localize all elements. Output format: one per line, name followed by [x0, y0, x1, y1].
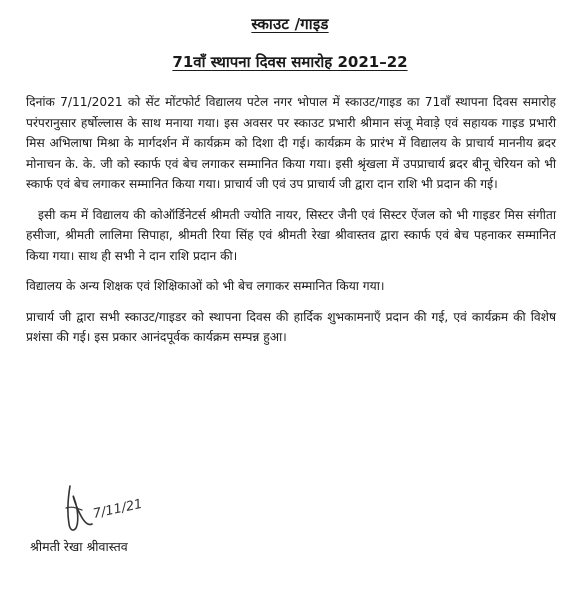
document-subtitle-text: 71वाँ स्थापना दिवस समारोह 2021–22: [172, 53, 408, 71]
handwritten-signature: [56, 478, 166, 538]
signature-date: 7/11/21: [91, 496, 144, 522]
document-title: [0, 14, 580, 34]
signer-name: श्रीमती रेखा श्रीवास्तव: [30, 539, 128, 554]
document-title-text: स्काउट /गाइड: [251, 15, 329, 33]
paragraph-1: दिनांक 7/11/2021 को सेंट मोंटफोर्ट विद्यालय पटेल नगर भोपाल में स्काउट/गाइड का 71वाँ स्थापना दिवस समारोह परंपरानुसार हर्षोल्लास के साथ मनाया गया। इस अवसर पर स्काउट प्रभारी श्रीमान संजू मेवाड़े एवं सहायक गाइड प्रभारी मिस अभिलाषा मिश्रा के मार्गदर्शन में कार्यक्रम को दिशा दी गई। कार्यक्रम के प्रारंभ में विद्यालय के प्राचार्य माननीय ब्रदर मोनाचन के. के. जी को स्कार्फ एवं बेच लगाकर सम्मानित किया गया। इसी श्रृंखला में उपप्राचार्य ब्रदर बीनू चेरियन को भी स्कार्फ एवं बेच लगाकर सम्मानित किया गया। प्राचार्य जी एवं उप प्राचार्य जी द्वारा दान राशि भी प्रदान की गई।: [26, 95, 556, 191]
document-subtitle: [0, 52, 580, 72]
document-body: [26, 92, 556, 358]
paragraph-3: विद्यालय के अन्य शिक्षक एवं शिक्षिकाओं को भी बेच लगाकर सम्मानित किया गया।: [26, 279, 385, 293]
paragraph-4: प्राचार्य जी द्वारा सभी स्काउट/गाइडर को स्थापना दिवस की हार्दिक शुभकामनाएँ प्रदान की गई, एवं कार्यक्रम की विशेष प्रशंसा की गई। इस प्रकार आनंदपूर्वक कार्यक्रम सम्पन्न हुआ।: [26, 309, 556, 344]
paragraph-2: इसी कम में विद्यालय की कोऑर्डिनेटर्स श्रीमती ज्योति नायर, सिस्टर जैनी एवं सिस्टर ऐंजल को भी गाइडर मिस संगीता हसीजा, श्रीमती लालिमा सिपाहा, श्रीमती रिया सिंह एवं श्रीमती रेखा श्रीवास्तव द्वारा स्कार्फ एवं बेच पहनाकर सम्मानित किया गया। साथ ही सभी ने दान राशि प्रदान की।: [26, 207, 556, 263]
